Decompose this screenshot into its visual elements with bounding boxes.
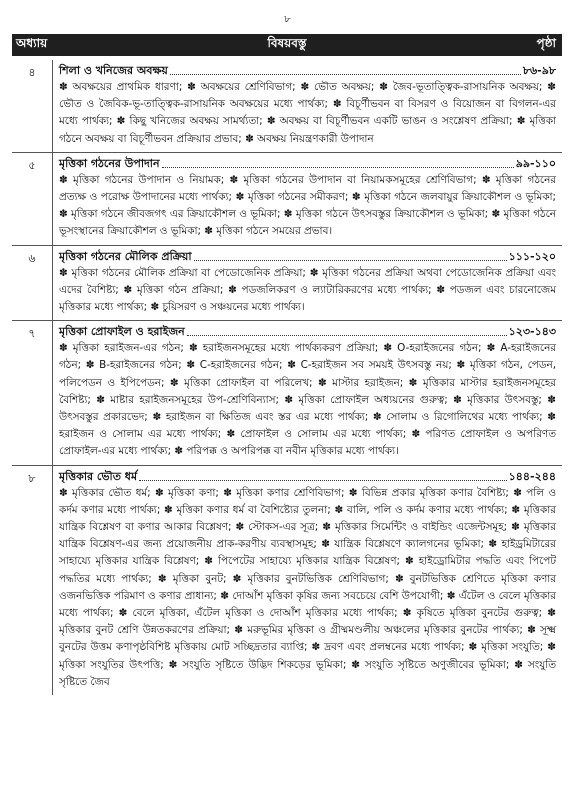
chapter-number: ৪ bbox=[12, 60, 53, 152]
contents-table bbox=[12, 60, 562, 798]
chapter-topics: ✽ মৃত্তিকার ভৌত ধর্ম; ✽ মৃত্তিকা কণা; ✽ মৃত্তিকা কণার শ্রেণিবিভাগ; ✽ বিভিন্ন প্রকার মৃত্তিকা কণার বৈশিষ্ট্য; ✽ পলি ও কর্দম কণার মধ্যে পার্থক্য; ✽ মৃত্তিকা কণার ধর্ম বা বৈশিষ্ট্যের তুলনা; ✽ বালি, পলি ও কর্দম কণার মধ্যে পার্থক্য; ✽ মৃত্তিকার যান্ত্রিক বিশ্লেষণ বা কণার আকার বিশ্লেষণ; ✽ স্টোকস-এর সূত্র; ✽ মৃত্তিকার সিমেন্টিং ও বাইন্ডিং এজেন্টসমূহ; ✽ মৃত্তিকার যান্ত্রিক বিশ্লেষণ-এর জন্য প্রয়োজনীয় প্রাক-করণীয় ব্যবস্থাসমূহ; ✽ যান্ত্রিক বিশ্লেষণে ক্যালগনের ভূমিকা; ✽ হাইড্রমিটারের সাহায্যে মৃত্তিকার যান্ত্রিক বিশ্লেষণ; ✽ পিপেটের সাহায্যে মৃত্তিকার যান্ত্রিক বিশ্লেষণ; ✽ হাইড্রোমিটার পদ্ধতি এবং পিপেট পদ্ধতির মধ্যে পার্থক্য; ✽ মৃত্তিকা বুনট; ✽ মৃত্তিকার বুনটভিত্তিক শ্রেণিবিভাগ; ✽ বুনটভিত্তিক শ্রেণিতে মৃত্তিকা কণার ওজনভিত্তিক পরিমাণ ও কণার প্রাধান্য; ✽ দোআঁশ মৃত্তিকা কৃষির জন্য সবচেয়ে বেশি উপযোগী; ✽ এঁটেল ও বেলে মৃত্তিকার মধ্যে পার্থক্য; ✽ বেলে মৃত্তিকা, এঁটেল মৃত্তিকা ও দোআঁশ মৃত্তিকার মধ্যে পার্থক্য; ✽ কৃষিতে মৃত্তিকা বুনটের গুরুত্ব; ✽ মৃত্তিকার বুনট শ্রেণি উন্নতকরণের প্রক্রিয়া; ✽ মরুভূমির মৃত্তিকা ও গ্রীষ্মমণ্ডলীয় অঞ্চলের মৃত্তিকার বুনটের পার্থক্য; ✽ সূক্ষ্ম বুনটের উত্তম কণাপৃষ্ঠবিশিষ্ট মৃত্তিকায় মোট সচ্ছিদ্রতার ব্যাপ্তি; ✽ দ্রবণ এবং প্রলম্বনের মধ্যে পার্থক্য; ✽ মৃত্তিকা সংযুতি; ✽ মৃত্তিকা সংযুতির উৎপত্তি; ✽ সংযুতি সৃষ্টিতে উদ্ভিদ শিকড়ের ভূমিকা; ✽ সংযুতি সৃষ্টিতে অণুজীবের ভূমিকা; ✽ সংযুতি সৃষ্টিতে জৈব bbox=[59, 486, 556, 688]
chapter-number: ৭ bbox=[12, 321, 53, 464]
chapter-row bbox=[12, 246, 562, 322]
chapter-row bbox=[12, 60, 562, 153]
chapter-body bbox=[53, 321, 562, 464]
chapter-title: মৃত্তিকার ভৌত ধর্ম bbox=[59, 469, 138, 483]
chapter-row bbox=[12, 321, 562, 465]
chapter-body bbox=[53, 466, 562, 695]
chapter-pages: ১১১-১২০ bbox=[508, 249, 556, 263]
chapter-topics: ✽ অবক্ষয়ের প্রাথমিক ধারণা; ✽ অবক্ষয়ের শ্রেণিবিভাগ; ✽ ভৌত অবক্ষয়; ✽ জৈব-ভূতাত্ত্বিক-রাসায়নিক অবক্ষয়; ✽ ভৌত ও জৈবিক-ভূ-তাত্ত্বিক-রাসায়নিক অবক্ষয়ের মধ্যে পার্থক্য; ✽ বিচূর্ণীভবন বা বিসরণ ও বিয়োজন বা বিগলন-এর মধ্যে পার্থক্য; ✽ কিছু খনিজের অবক্ষয় সামর্থ্যতা; ✽ অবক্ষয় বা বিচূর্ণীভবন একটি ভাঙন ও সংশ্লেষণ প্রক্রিয়া; ✽ মৃত্তিকা গঠনে অবক্ষয় বা বিচূর্ণীভবন প্রক্রিয়ার প্রভাব; ✽ অবক্ষয় নিয়ন্ত্রণকারী উপাদান bbox=[59, 81, 556, 145]
chapter-topics: ✽ মৃত্তিকা গঠনের মৌলিক প্রক্রিয়া বা পেডোজেনিক প্রক্রিয়া; ✽ মৃত্তিকা গঠনের প্রক্রিয়া অথবা পেডোজেনিক প্রক্রিয়া এবং এদের বৈশিষ্ট্য; ✽ মৃত্তিকা গঠন প্রক্রিয়া; ✽ পডজলিকরণ ও ল্যাটারিকরণের মধ্যে পার্থক্য; ✽ পডজল এবং চারনোজেম মৃত্তিকার মধ্যে পার্থক্য; ✽ চুয়িসরণ ও সঞ্চয়নের মধ্যে পার্থক্য। bbox=[59, 266, 556, 314]
chapter-title-line bbox=[59, 249, 556, 264]
chapter-pages: ১২৩-১৪৩ bbox=[508, 325, 556, 339]
chapter-number: ৮ bbox=[12, 466, 53, 695]
leader-dots bbox=[170, 74, 521, 75]
leader-dots bbox=[162, 167, 514, 168]
page-number: ৮ bbox=[284, 14, 291, 25]
chapter-title-line bbox=[59, 63, 556, 78]
chapter-title: মৃত্তিকা প্রোফাইল ও হরাইজন bbox=[59, 325, 185, 339]
leader-dots bbox=[194, 260, 507, 261]
chapter-title: শিলা ও খনিজের অবক্ষয় bbox=[59, 64, 168, 77]
chapter-topics: ✽ মৃত্তিকা হরাইজন-এর গঠন; ✽ হরাইজনসমূহের মধ্যে পার্থক্যকরণ প্রক্রিয়া; ✽ O-হরাইজনের গঠন; ✽ A-হরাইজনের গঠন; ✽ B-হরাইজনের গঠন; ✽ C-হরাইজনের গঠন; ✽ C-হরাইজন সব সময়ই উৎসবস্তু নয়; ✽ মৃত্তিকা গঠন, পেডন, পলিপেডন ও ইপিপেডন; ✽ মৃত্তিকা প্রোফাইল বা পরিলেখ; ✽ মাস্টার হরাইজন; ✽ মৃত্তিকার মাস্টার হরাইজনসমূহের বৈশিষ্ট্য; ✽ মাষ্টার হরাইজনসমূহের উপ-শ্রেণিবিন্যাস; ✽ মৃত্তিকা প্রোফাইল অধ্যয়নের গুরুত্ব; ✽ মৃত্তিকার উৎসবস্তু; ✽ উৎসবস্তুর প্রকারভেদ; ✽ হরাইজন বা ক্ষিতিজ এবং স্তর এর মধ্যে পার্থক্য; ✽ সোলাম ও রিগোলিথের মধ্যে পার্থক্য; ✽ হরাইজন ও সোলাম এর মধ্যে পার্থক্য; ✽ প্রোফাইল ও সোলাম এর মধ্যে পার্থক্য; ✽ পরিণত প্রোফাইল ও অপরিণত প্রোফাইল-এর মধ্যে পার্থক্য; ✽ পরিপক্ক ও অপরিপক্ক বা নবীন মৃত্তিকার মধ্যে পার্থক্য। bbox=[59, 342, 556, 458]
leader-dots bbox=[139, 480, 507, 481]
chapter-body bbox=[53, 153, 562, 245]
chapter-body bbox=[53, 246, 562, 321]
table-header bbox=[12, 34, 562, 56]
chapter-number: ৬ bbox=[12, 246, 53, 321]
chapter-title: মৃত্তিকা গঠনের উপাদান bbox=[59, 156, 160, 170]
chapter-body bbox=[53, 60, 562, 152]
header-page-label: পৃষ্ঠা bbox=[536, 36, 556, 50]
chapter-pages: ৯৯-১১০ bbox=[515, 156, 556, 170]
chapter-title-line bbox=[59, 156, 556, 171]
chapter-pages: ১৪৪-২৪৪ bbox=[508, 469, 556, 483]
chapter-title: মৃত্তিকা গঠনের মৌলিক প্রক্রিয়া bbox=[59, 249, 192, 263]
leader-dots bbox=[187, 335, 507, 336]
chapter-row bbox=[12, 153, 562, 246]
chapter-title-line bbox=[59, 324, 556, 339]
chapter-title-line bbox=[59, 469, 556, 484]
chapter-topics: ✽ মৃত্তিকা গঠনের উপাদান ও নিয়ামক; ✽ মৃত্তিকা গঠনের উপাদান বা নিয়ামকসমূহের শ্রেণিবিভাগ; ✽ মৃত্তিকা গঠনের প্রত্যক্ষ ও পরোক্ষ উপাদানের মধ্যে পার্থক্য; ✽ মৃত্তিকা গঠনের সমীকরণ; ✽ মৃত্তিকা গঠনে জলবায়ুর ক্রিয়াকৌশল ও ভূমিকা; ✽ মৃত্তিকা গঠনে জীবজগৎ এর ক্রিয়াকৌশল ও ভূমিকা; ✽ মৃত্তিকা গঠনে উৎসবস্তুর ক্রিয়াকৌশল ও ভূমিকা; ✽ মৃত্তিকা গঠনে ভূসংস্থানের ক্রিয়াকৌশল ও ভূমিকা; ✽ মৃত্তিকা গঠনে সময়ের প্রভাব। bbox=[59, 173, 556, 238]
chapter-pages: ৮৬-৯৮ bbox=[522, 64, 556, 77]
chapter-number: ৫ bbox=[12, 153, 53, 245]
chapter-row bbox=[12, 466, 562, 695]
header-chapter-label: অধ্যায় bbox=[16, 36, 48, 50]
header-contents-label: বিষয়বস্তু bbox=[267, 36, 307, 50]
